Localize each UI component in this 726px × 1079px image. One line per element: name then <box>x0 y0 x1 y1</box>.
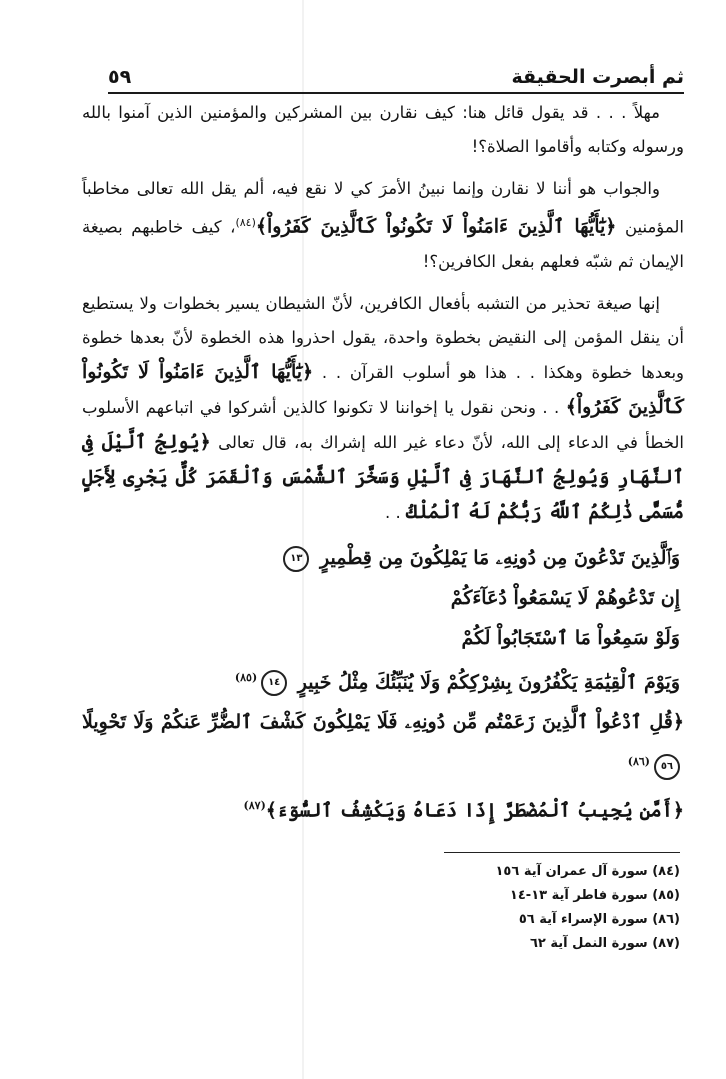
running-header <box>108 48 684 94</box>
footnote-ref: (٨٤) <box>235 216 256 229</box>
verse-text: وَٱلَّذِينَ تَدْعُونَ مِن دُونِهِۦ مَا يَمْلِكُونَ مِن قِطْمِيرٍ <box>320 546 680 569</box>
paragraph-1: مهلاً . . . قد يقول قائل هنا: كيف نقارن بين المشركين والمؤمنين الذين آمنوا بالله ورسوله وكتابه وأقاموا الصلاة؟! <box>82 103 684 156</box>
verse-line-2: إِن تَدْعُوهُمْ لَا يَسْمَعُواْ دُعَآءَكُمْ <box>450 586 680 609</box>
verse-number-marker: ١٣ <box>283 546 309 572</box>
footnote-item: (٨٥) سورة فاطر آية ١٣-١٤ <box>509 888 680 903</box>
footnote-item: (٨٧) سورة النمل آية ٦٢ <box>529 936 680 951</box>
paragraph-3-text-b: . . ونحن نقول يا إخواننا لا تكونوا كالذين أشركوا في اتباعهم الأسلوب الخطأ في الدعاء إلى الله، لأنّ دعاء غير الله إشراك به، قال تعالى <box>82 397 684 452</box>
footnote-item: (٨٤) سورة آل عمران آية ١٥٦ <box>495 864 680 879</box>
paragraph-2 <box>82 172 684 279</box>
verse-number-marker: ١٤ <box>261 670 287 696</box>
verse-line-4 <box>82 658 684 702</box>
footnotes <box>260 860 680 956</box>
verse-line-3: وَلَوْ سَمِعُواْ مَا ٱسْتَجَابُواْ لَكُمْ <box>461 626 680 649</box>
verse-line-6 <box>82 786 684 830</box>
verse-text: ﴿أَمَّن يُجِيبُ ٱلْمُضْطَرَّ إِذَا دَعَاهُ وَيَكْشِفُ ٱلسُّوٓءَ﴾ <box>265 799 684 822</box>
verse-number-marker: ٥٦ <box>654 754 680 780</box>
verse-line-5 <box>82 702 684 786</box>
footnote-ref: (٨٦) <box>627 754 650 768</box>
footnote-ref: (٨٧) <box>243 799 266 813</box>
paragraph-2-text-b: ، كيف خاطبهم بصيغة الإيمان ثم شبّه فعلهم بفعل الكافرين؟! <box>82 217 684 271</box>
quran-quote: ﴿يَٰٓأَيُّهَا ٱلَّذِينَ ءَامَنُواْ لَا تَكُونُواْ كَٱلَّذِينَ كَفَرُواْ﴾ <box>255 215 617 238</box>
ellipsis: . . <box>385 502 401 522</box>
quran-quote-long: ﴿يُولِجُ ٱلَّيْلَ فِى ٱلنَّهَارِ وَيُولِجُ ٱلنَّهَارَ فِى ٱلَّيْلِ وَسَخَّرَ ٱلشَّمْسَ وَٱلْقَمَرَ كُلٌّ يَجْرِى لِأَجَلٍ مُّسَمًّى ذَٰلِكُمُ ٱللَّهُ رَبُّكُمْ لَهُ ٱلْمُلْكُ <box>82 430 684 523</box>
main-text <box>82 96 684 830</box>
page-number: ٥٩ <box>108 66 132 88</box>
footnote-divider <box>444 852 680 853</box>
book-title: ثم أبصرت الحقيقة <box>511 66 684 88</box>
footnote-item: (٨٦) سورة الإسراء آية ٥٦ <box>518 912 680 927</box>
verse-text: ﴿قُلِ ٱدْعُواْ ٱلَّذِينَ زَعَمْتُم مِّن دُونِهِۦ فَلَا يَمْلِكُونَ كَشْفَ ٱلضُّرِّ عَنكُمْ وَلَا تَحْوِيلًا <box>82 710 684 733</box>
paragraph-2-text-a: والجواب هو أننا لا نقارن وإنما نبينُ الأمرَ كي لا نقع فيه، ألم يقل الله تعالى مخاطباً المؤمنين <box>82 179 684 237</box>
verse-line-1 <box>82 538 684 578</box>
paragraph-3-text-a: إنها صيغة تحذير من التشبه بأفعال الكافرين، لأنّ الشيطان يسير بخطوات ولا يستطيع أن ينقل المؤمن إلى النقيض بخطوة واحدة، يقول احذروا هذه الخطوة لأنّ بعدها خطوة وبعدها خطوة وهكذا . . هذا هو أسلوب القرآن . . <box>82 293 685 382</box>
footnote-ref: (٨٥) <box>234 670 258 684</box>
quran-quote: ﴿يَٰٓأَيُّهَا ٱلَّذِينَ ءَامَنُواْ لَا تَكُونُواْ كَٱلَّذِينَ كَفَرُواْ﴾ <box>82 360 684 418</box>
verse-text: وَيَوْمَ ٱلْقِيَٰمَةِ يَكْفُرُونَ بِشِرْكِكُمْ وَلَا يُنَبِّئُكَ مِثْلُ خَبِيرٍ <box>297 670 680 693</box>
paragraph-3 <box>82 287 684 530</box>
